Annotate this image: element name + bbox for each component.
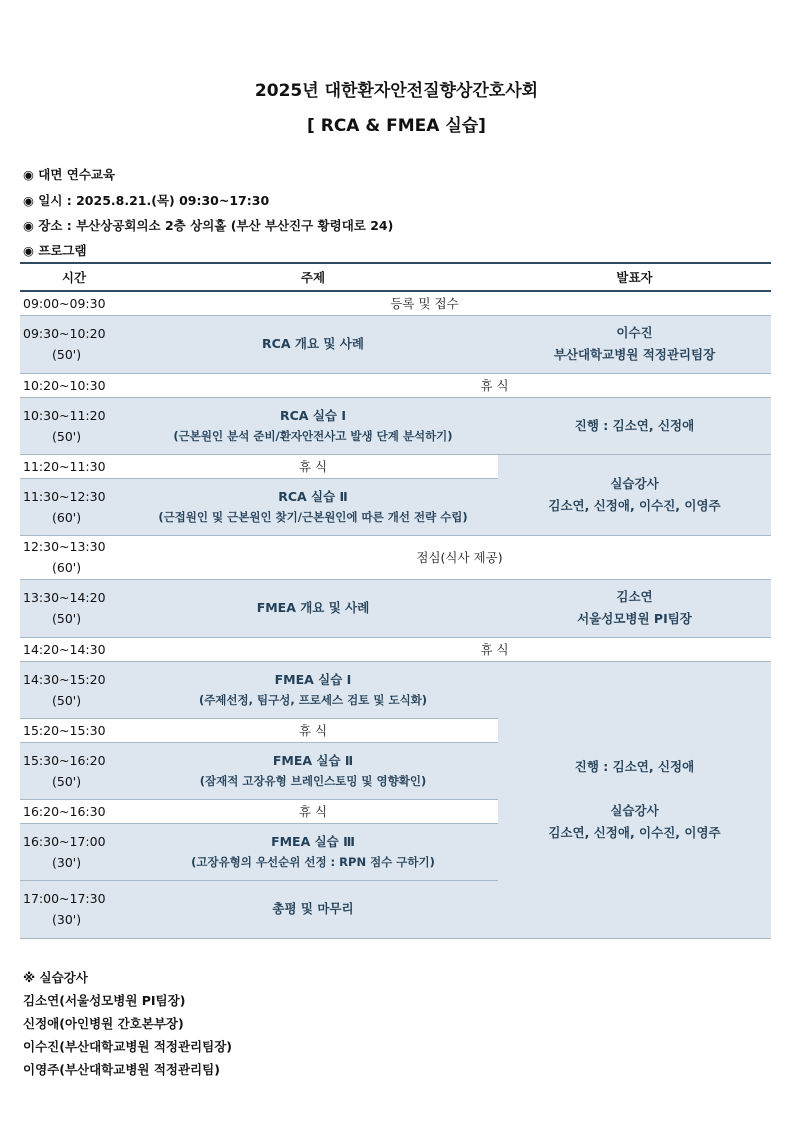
row-time	[20, 742, 128, 799]
notes-item: 이영주(부산대학교병원 적정관리팀)	[23, 1062, 220, 1077]
row-topic: 휴 식	[128, 373, 771, 397]
table-row	[20, 373, 771, 397]
table-row	[20, 291, 771, 315]
row-time: 16:20~16:30	[20, 799, 128, 823]
speaker-affiliation: 서울성모병원 PI팀장	[577, 611, 692, 626]
topic-title: FMEA 실습 Ⅰ	[274, 671, 352, 687]
time-range: 11:30~12:30	[23, 488, 106, 504]
table-row	[20, 454, 771, 478]
duration: (30')	[52, 912, 82, 927]
table-row	[20, 535, 771, 579]
row-speaker	[498, 315, 771, 373]
topic-detail: (잠재적 고장유형 브레인스토밍 및 영향확인)	[199, 773, 427, 788]
row-topic: 점심(식사 제공)	[128, 535, 771, 579]
header-time: 시간	[20, 263, 128, 291]
notes-item: 이수진(부산대학교병원 적정관리팀장)	[23, 1039, 232, 1054]
info-program: ◉ 프로그램	[23, 243, 87, 258]
row-topic: 등록 및 접수	[128, 291, 771, 315]
row-time	[20, 880, 128, 938]
speaker-role: 실습강사	[610, 475, 659, 491]
row-topic: 휴 식	[128, 637, 771, 661]
speaker-name: 김소연	[616, 589, 653, 604]
document-subtitle: [ RCA & FMEA 실습]	[307, 116, 486, 136]
table-row	[20, 397, 771, 454]
info-date: ◉ 일시 : 2025.8.21.(목) 09:30~17:30	[23, 193, 270, 208]
time-range: 12:30~13:30	[23, 539, 106, 554]
duration: (60')	[52, 560, 82, 575]
row-time: 15:20~15:30	[20, 718, 128, 742]
row-topic	[128, 661, 498, 718]
time-range: 13:30~14:20	[23, 590, 106, 605]
speaker-names: 김소연, 신정애, 이수진, 이영주	[548, 824, 721, 840]
header-speaker: 발표자	[498, 263, 771, 291]
row-speaker	[498, 661, 771, 938]
document-title: 2025년 대한환자안전질향상간호사회	[254, 81, 539, 101]
row-time	[20, 397, 128, 454]
info-venue: ◉ 장소 : 부산상공회의소 2층 상의홀 (부산 부산진구 황령대로 24)	[23, 218, 394, 233]
speaker-name: 이수진	[616, 325, 653, 340]
row-topic: 휴 식	[128, 454, 498, 478]
row-topic	[128, 397, 498, 454]
topic-detail: (근접원인 및 근본원인 찾기/근본원인에 따른 개선 전략 수립)	[158, 509, 468, 524]
row-topic: 휴 식	[128, 718, 498, 742]
table-row	[20, 315, 771, 373]
table-row	[20, 661, 771, 718]
notes-item: 신정애(아인병원 간호본부장)	[23, 1016, 184, 1031]
topic-title: RCA 실습 Ⅰ	[280, 407, 346, 423]
row-time	[20, 579, 128, 637]
schedule-table	[20, 262, 771, 939]
row-time	[20, 535, 128, 579]
row-speaker	[498, 579, 771, 637]
row-time: 11:20~11:30	[20, 454, 128, 478]
time-range: 10:30~11:20	[23, 407, 106, 423]
row-time	[20, 823, 128, 880]
table-row	[20, 637, 771, 661]
speaker-names: 김소연, 신정애, 이수진, 이영주	[548, 497, 721, 513]
table-row	[20, 579, 771, 637]
duration: (50')	[52, 428, 82, 444]
row-topic: 휴 식	[128, 799, 498, 823]
duration: (50')	[52, 347, 82, 362]
row-topic: RCA 개요 및 사례	[128, 315, 498, 373]
time-range: 14:30~15:20	[23, 671, 106, 687]
row-topic: FMEA 개요 및 사례	[128, 579, 498, 637]
topic-title: FMEA 실습 Ⅲ	[271, 833, 355, 849]
row-time: 10:20~10:30	[20, 373, 128, 397]
topic-detail: (고장유형의 우선순위 선정 : RPN 점수 구하기)	[191, 854, 435, 869]
time-range: 17:00~17:30	[23, 891, 106, 906]
speaker-facilitators: 진행 : 김소연, 신정애	[574, 758, 695, 774]
duration: (50')	[52, 773, 82, 789]
notes-item: 김소연(서울성모병원 PI팀장)	[23, 993, 186, 1008]
row-time	[20, 661, 128, 718]
speaker-role: 실습강사	[610, 802, 659, 818]
info-format: ◉ 대면 연수교육	[23, 167, 116, 182]
notes-heading: ※ 실습강사	[23, 970, 88, 985]
row-time	[20, 315, 128, 373]
row-topic: 총평 및 마무리	[128, 880, 498, 938]
duration: (60')	[52, 509, 82, 525]
duration: (30')	[52, 854, 82, 870]
table-header-row	[20, 263, 771, 291]
topic-title: RCA 실습 Ⅱ	[278, 488, 348, 504]
row-topic	[128, 823, 498, 880]
time-range: 09:30~10:20	[23, 326, 106, 341]
time-range: 15:30~16:20	[23, 752, 106, 768]
topic-title: FMEA 실습 Ⅱ	[272, 752, 354, 768]
row-time	[20, 478, 128, 535]
header-topic: 주제	[128, 263, 498, 291]
time-range: 16:30~17:00	[23, 833, 106, 849]
row-time: 14:20~14:30	[20, 637, 128, 661]
row-topic	[128, 742, 498, 799]
duration: (50')	[52, 692, 82, 708]
row-speaker: 진행 : 김소연, 신정애	[498, 397, 771, 454]
topic-detail: (주제선정, 팀구성, 프로세스 검토 및 도식화)	[198, 692, 428, 707]
row-time: 09:00~09:30	[20, 291, 128, 315]
speaker-affiliation: 부산대학교병원 적정관리팀장	[553, 347, 716, 362]
topic-detail: (근본원인 분석 준비/환자안전사고 발생 단계 분석하기)	[173, 428, 453, 443]
row-speaker	[498, 454, 771, 535]
instructor-notes	[23, 966, 232, 1081]
duration: (50')	[52, 611, 82, 626]
row-topic	[128, 478, 498, 535]
